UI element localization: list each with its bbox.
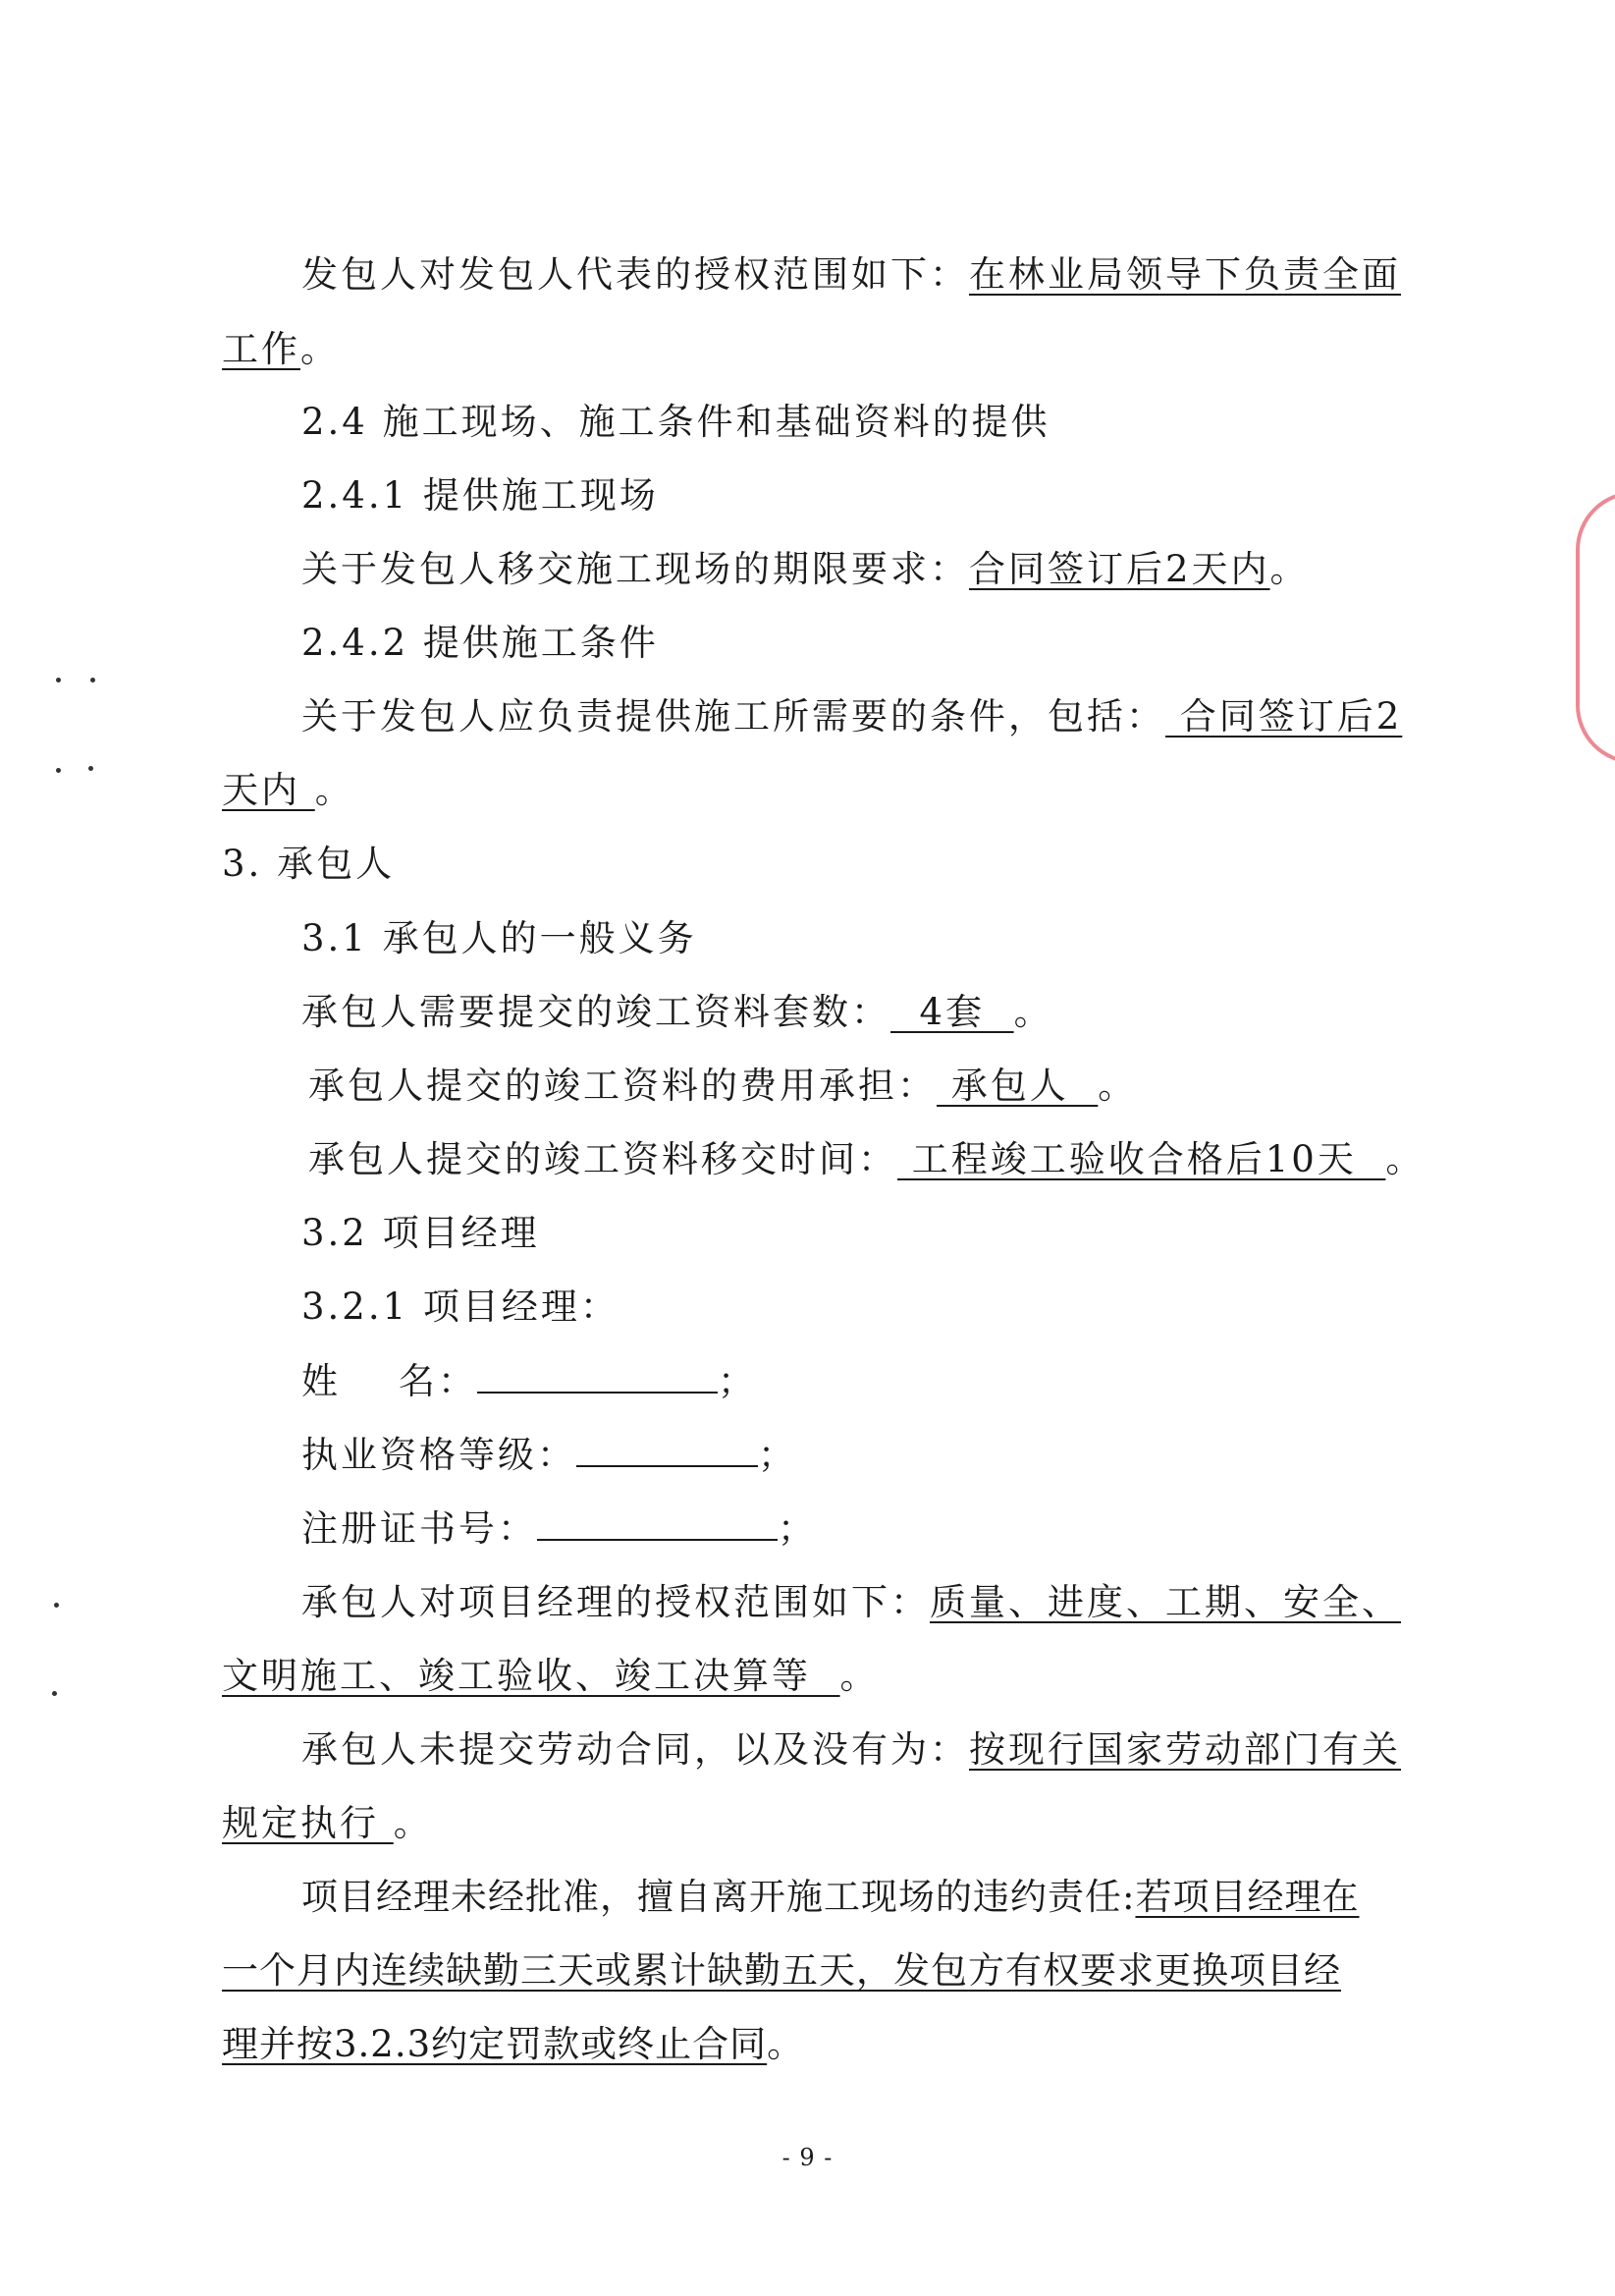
- field-certificate: [301, 1503, 817, 1555]
- paragraph-doc-time: [308, 1134, 1425, 1185]
- punctuation: 。: [767, 2023, 805, 2065]
- punctuation: 。: [300, 328, 340, 370]
- punctuation: 。: [393, 1802, 433, 1844]
- paragraph-conditions-cont: [222, 765, 354, 816]
- scan-speck: [56, 768, 61, 773]
- paragraph-breach-cont-2: [222, 2019, 804, 2070]
- punctuation: 。: [314, 769, 354, 811]
- filled-value: 规定执行: [222, 1802, 394, 1844]
- punctuation: 。: [1385, 1138, 1426, 1180]
- blank-line: [537, 1503, 778, 1541]
- filled-value: 天内: [222, 769, 315, 811]
- filled-value: 按现行国家劳动部门有关: [969, 1728, 1401, 1771]
- punctuation: ；: [718, 1360, 758, 1402]
- punctuation: 。: [1269, 548, 1310, 590]
- paragraph-text: 发包人对发包人代表的授权范围如下：: [301, 253, 969, 296]
- punctuation: 。: [1013, 991, 1053, 1033]
- paragraph-text: 承包人提交的竣工资料的费用承担：: [308, 1065, 937, 1107]
- filled-value: 质量、进度、工期、安全、: [930, 1581, 1401, 1623]
- section-heading-3-1: 3.1 承包人的一般义务: [301, 917, 697, 959]
- paragraph-manager-scope: [301, 1577, 1401, 1628]
- paragraph-authorization: [301, 249, 1401, 301]
- scan-speck: [54, 1603, 59, 1608]
- field-label: 注册证书号：: [301, 1507, 537, 1550]
- field-name: [301, 1356, 757, 1407]
- paragraph-text: 项目经理未经批准，擅自离开施工现场的违约责任:: [301, 1876, 1136, 1918]
- filled-value: 在林业局领导下负责全面: [969, 253, 1401, 296]
- paragraph-text: 关于发包人应负责提供施工所需要的条件，包括：: [301, 695, 1165, 738]
- scan-speck: [52, 1691, 57, 1696]
- punctuation: ；: [778, 1507, 817, 1550]
- punctuation: 。: [1098, 1065, 1138, 1107]
- paragraph-site-handover: [301, 544, 1310, 595]
- filled-value: 合同签订后2天内: [969, 548, 1270, 590]
- paragraph-text: 承包人提交的竣工资料移交时间：: [308, 1138, 897, 1180]
- filled-value: 理并按3.2.3约定罚款或终止合同: [222, 2023, 768, 2065]
- section-heading-3-2: 3.2 项目经理: [301, 1212, 540, 1254]
- paragraph-doc-sets: [301, 987, 1053, 1038]
- paragraph-text: 承包人对项目经理的授权范围如下：: [301, 1581, 930, 1623]
- filled-value: 4套: [890, 991, 1014, 1033]
- filled-value: 若项目经理在: [1135, 1876, 1360, 1918]
- paragraph-authorization-cont: [222, 324, 340, 375]
- paragraph-labor-contract-cont: [222, 1798, 433, 1849]
- paragraph-conditions: [301, 691, 1402, 742]
- blank-line: [477, 1356, 718, 1394]
- paragraph-text: 关于发包人移交施工现场的期限要求：: [301, 548, 969, 590]
- page-number: - 9 -: [781, 2144, 834, 2171]
- filled-value: 工程竣工验收合格后10天: [897, 1138, 1386, 1180]
- paragraph-breach: [301, 1872, 1359, 1923]
- section-heading-2-4-2: 2.4.2 提供施工条件: [301, 622, 659, 664]
- paragraph-doc-cost: [308, 1061, 1137, 1112]
- filled-value: 一个月内连续缺勤三天或累计缺勤五天，发包方有权要求更换项目经: [222, 1949, 1341, 1992]
- section-heading-3: 3. 承包人: [222, 843, 396, 885]
- section-heading-2-4-1: 2.4.1 提供施工现场: [301, 474, 659, 517]
- paragraph-text: 承包人需要提交的竣工资料套数：: [301, 991, 890, 1033]
- filled-value: 文明施工、竣工验收、竣工决算等: [222, 1655, 840, 1697]
- seal-stamp: [1576, 491, 1615, 764]
- section-heading-3-2-1: 3.2.1 项目经理：: [301, 1285, 619, 1328]
- filled-value: 合同签订后2: [1165, 695, 1403, 738]
- field-label: 姓 名：: [301, 1360, 478, 1402]
- scan-speck: [88, 766, 93, 771]
- section-heading-2-4: 2.4 施工现场、施工条件和基础资料的提供: [301, 401, 1050, 443]
- paragraph-breach-cont: [222, 1945, 1341, 1996]
- blank-line: [576, 1430, 758, 1467]
- punctuation: 。: [839, 1655, 880, 1697]
- filled-value: 工作: [222, 328, 300, 370]
- scan-speck: [90, 678, 95, 683]
- filled-value: 承包人: [937, 1065, 1099, 1107]
- punctuation: ；: [758, 1434, 797, 1476]
- paragraph-manager-scope-cont: [222, 1651, 880, 1702]
- paragraph-text: 承包人未提交劳动合同，以及没有为：: [301, 1728, 969, 1771]
- field-label: 执业资格等级：: [301, 1434, 576, 1476]
- paragraph-labor-contract: [301, 1724, 1401, 1776]
- field-qualification: [301, 1430, 797, 1481]
- scan-speck: [56, 678, 61, 683]
